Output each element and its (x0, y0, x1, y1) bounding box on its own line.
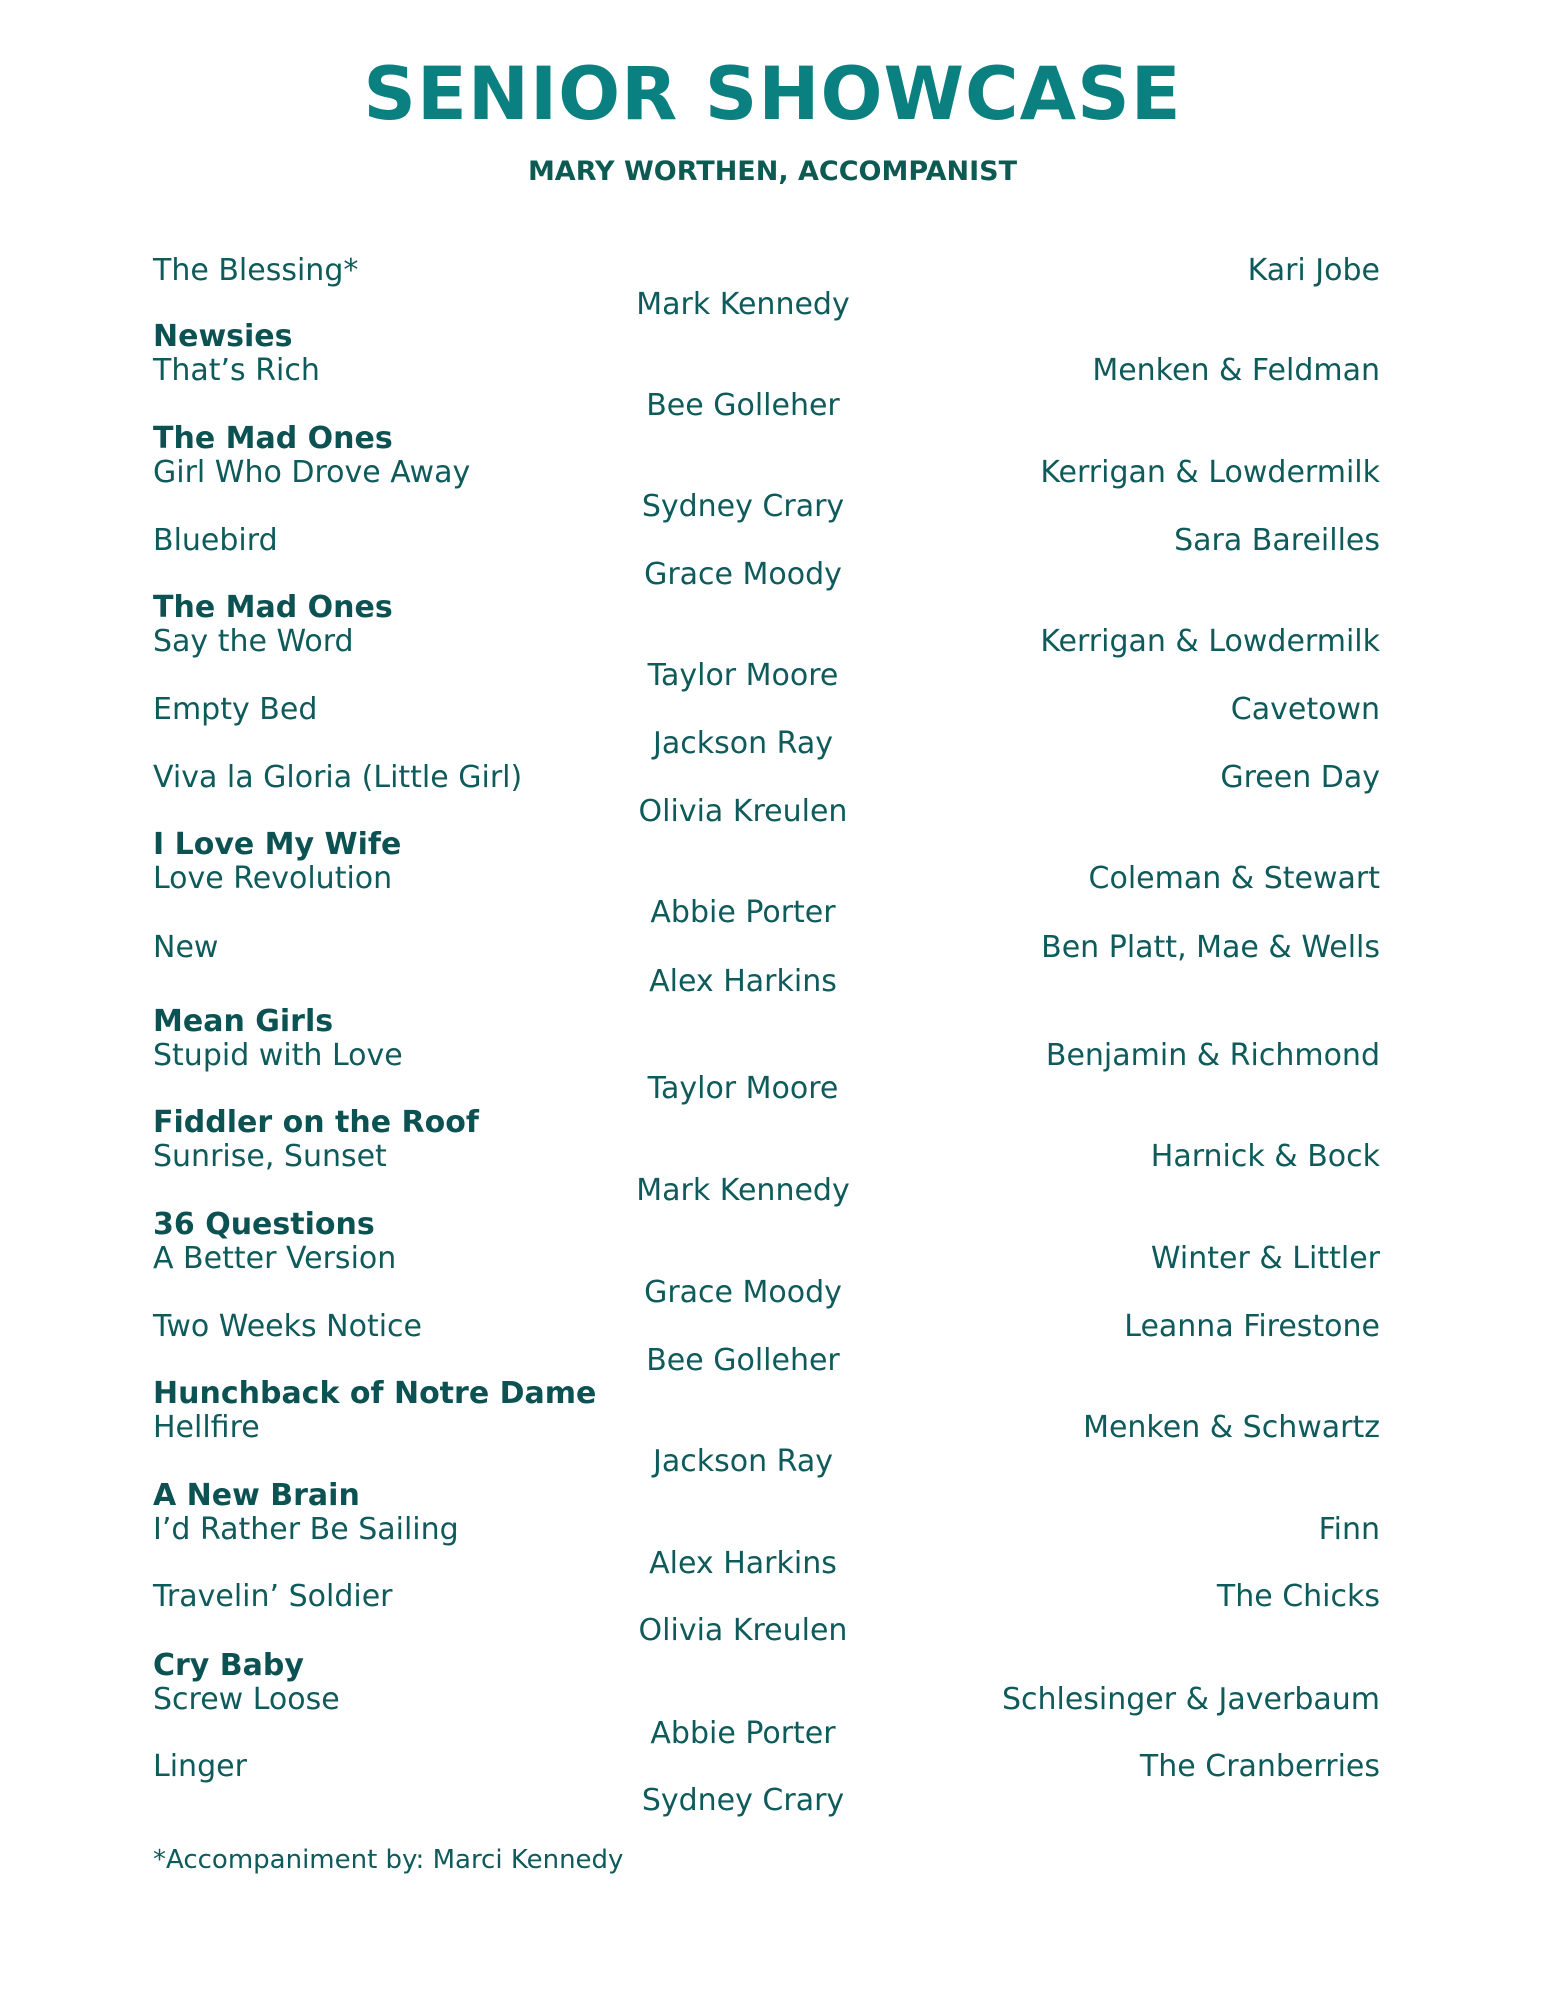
composer-name: Kari Jobe (1247, 253, 1380, 288)
composer-name: The Chicks (1216, 1579, 1380, 1614)
composer-column (940, 0, 1380, 2000)
composer-name: Ben Platt, Mae & Wells (1041, 930, 1380, 965)
composer-name: Benjamin & Richmond (1045, 1038, 1380, 1073)
show-title: A New Brain (153, 1478, 360, 1513)
page-title: SENIOR SHOWCASE (363, 52, 1182, 137)
composer-name: Leanna Firestone (1124, 1309, 1380, 1344)
show-title: The Mad Ones (153, 590, 393, 625)
composer-name: Menken & Feldman (1092, 353, 1380, 388)
performer-name: Sydney Crary (641, 1783, 845, 1818)
composer-name: Coleman & Stewart (1088, 861, 1380, 896)
composer-name: The Cranberries (1139, 1749, 1380, 1784)
song-title: Bluebird (153, 523, 278, 558)
show-title: 36 Questions (153, 1207, 375, 1242)
performer-name: Mark Kennedy (636, 1173, 850, 1208)
song-title: New (153, 930, 219, 965)
song-title: Empty Bed (153, 692, 318, 727)
song-title: That’s Rich (153, 353, 320, 388)
performer-name: Sydney Crary (641, 489, 845, 524)
show-title: Mean Girls (153, 1004, 334, 1039)
composer-name: Finn (1318, 1512, 1380, 1547)
song-title: Say the Word (153, 624, 354, 659)
performer-name: Alex Harkins (649, 1546, 837, 1581)
composer-name: Cavetown (1230, 692, 1380, 727)
performer-name: Jackson Ray (653, 1444, 833, 1479)
performer-name: Olivia Kreulen (638, 794, 848, 829)
song-title: Screw Loose (153, 1682, 340, 1717)
composer-name: Menken & Schwartz (1083, 1410, 1380, 1445)
composer-name: Sara Bareilles (1174, 523, 1380, 558)
song-title: Sunrise, Sunset (153, 1139, 387, 1174)
show-title: I Love My Wife (153, 827, 402, 862)
song-title: I’d Rather Be Sailing (153, 1512, 459, 1547)
performer-name: Grace Moody (644, 1275, 842, 1310)
show-title: The Mad Ones (153, 421, 393, 456)
performer-name: Taylor Moore (647, 658, 839, 693)
song-title: Two Weeks Notice (153, 1309, 422, 1344)
performer-column (573, 0, 913, 2000)
song-title: A Better Version (153, 1241, 397, 1276)
performer-name: Olivia Kreulen (638, 1613, 848, 1648)
show-title: Fiddler on the Roof (153, 1105, 479, 1140)
song-title: Stupid with Love (153, 1038, 403, 1073)
performer-name: Bee Golleher (646, 388, 840, 423)
performer-name: Alex Harkins (649, 964, 837, 999)
song-title: Girl Who Drove Away (153, 455, 471, 490)
song-title: Viva la Gloria (Little Girl) (153, 760, 523, 795)
performer-name: Bee Golleher (646, 1343, 840, 1378)
composer-name: Harnick & Bock (1150, 1139, 1380, 1174)
composer-name: Schlesinger & Javerbaum (1001, 1682, 1380, 1717)
composer-name: Kerrigan & Lowdermilk (1040, 624, 1380, 659)
performer-name: Taylor Moore (647, 1071, 839, 1106)
performer-name: Abbie Porter (650, 895, 836, 930)
composer-name: Kerrigan & Lowdermilk (1040, 455, 1380, 490)
composer-name: Green Day (1220, 760, 1380, 795)
composer-name: Winter & Littler (1150, 1241, 1380, 1276)
song-title: Love Revolution (153, 861, 393, 896)
song-title: Linger (153, 1749, 247, 1784)
song-title: Travelin’ Soldier (153, 1579, 393, 1614)
performer-name: Mark Kennedy (636, 287, 850, 322)
performer-name: Grace Moody (644, 557, 842, 592)
song-title: The Blessing* (153, 253, 359, 288)
show-title: Hunchback of Notre Dame (153, 1376, 597, 1411)
song-title: Hellfire (153, 1410, 260, 1445)
page-subtitle: MARY WORTHEN, ACCOMPANIST (527, 156, 1018, 187)
footnote: *Accompaniment by: Marci Kennedy (153, 1845, 624, 1875)
show-title: Cry Baby (153, 1648, 304, 1683)
show-title: Newsies (153, 319, 293, 354)
performer-name: Abbie Porter (650, 1716, 836, 1751)
performer-name: Jackson Ray (653, 726, 833, 761)
